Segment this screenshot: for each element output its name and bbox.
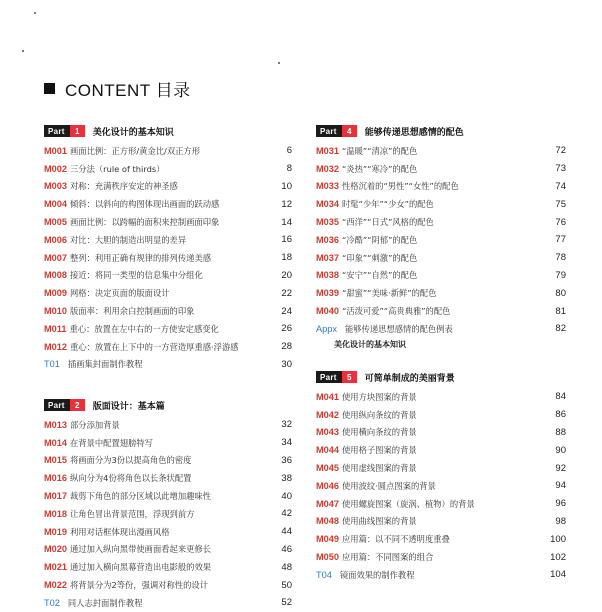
entry-page: 94 xyxy=(555,480,566,492)
entry-code: M012 xyxy=(44,341,67,352)
entry-page: 96 xyxy=(555,498,566,510)
entry-page: 76 xyxy=(555,216,566,228)
part-title: 美化设计的基本知识 xyxy=(92,127,174,138)
toc-entry[interactable] xyxy=(316,406,566,424)
entry-title: 能够传递思想感情的配色例表 xyxy=(344,323,453,334)
entry-code: T04 xyxy=(316,569,332,580)
toc-part-2 xyxy=(44,399,292,612)
entry-page: 20 xyxy=(281,269,292,281)
toc-entry[interactable] xyxy=(44,558,292,576)
part-header xyxy=(44,399,292,411)
entry-title: “西洋”“日式”风格的配色 xyxy=(341,217,434,228)
entry-title: 使用横向条纹的背景 xyxy=(341,427,417,438)
page-title-text: CONTENT 目录 xyxy=(65,81,191,100)
entry-page: 22 xyxy=(281,287,292,299)
entry-page: 26 xyxy=(281,323,292,335)
entry-title: “安宁”“自然”的配色 xyxy=(341,270,418,281)
toc-entry[interactable] xyxy=(316,249,566,267)
entry-page: 104 xyxy=(550,569,566,581)
toc-entry[interactable] xyxy=(44,452,292,470)
entry-code: M018 xyxy=(44,508,67,519)
entry-title: 应用篇：以不同不透明度重叠 xyxy=(341,534,450,545)
entry-code: M002 xyxy=(44,163,67,174)
toc-entry[interactable] xyxy=(44,302,292,320)
entry-page: 52 xyxy=(281,597,292,609)
part-title: 能够传递思想感情的配色 xyxy=(364,127,464,138)
toc-entry[interactable] xyxy=(316,213,566,231)
entry-title: 网格：决定页面的版面设计 xyxy=(69,288,170,299)
entry-page: 74 xyxy=(555,180,566,192)
part-label: Part xyxy=(48,400,65,410)
part-badge xyxy=(44,399,85,411)
entry-page: 81 xyxy=(555,305,566,317)
entry-code: M006 xyxy=(44,234,67,245)
toc-entry[interactable] xyxy=(44,523,292,541)
entry-page: 84 xyxy=(555,391,566,403)
toc-entry[interactable] xyxy=(316,530,566,548)
toc-entry[interactable] xyxy=(316,566,566,584)
part-title: 可简单制成的美丽背景 xyxy=(364,373,455,384)
title-square-icon xyxy=(44,83,55,94)
entry-page: 73 xyxy=(555,163,566,175)
toc-entry[interactable] xyxy=(44,213,292,231)
entry-page: 86 xyxy=(555,409,566,421)
toc-entry[interactable] xyxy=(44,416,292,434)
toc-entry[interactable] xyxy=(316,267,566,285)
toc-entry[interactable] xyxy=(44,178,292,196)
part-header xyxy=(316,371,566,383)
entry-title: 画面比例：正方形/黄金比/双正方形 xyxy=(69,145,201,156)
entry-code: M031 xyxy=(316,145,339,156)
entry-page: 90 xyxy=(555,444,566,456)
toc-entry[interactable] xyxy=(316,284,566,302)
entry-code: M008 xyxy=(44,270,67,281)
entry-code: M011 xyxy=(44,323,67,334)
entry-page: 79 xyxy=(555,269,566,281)
entry-title: 重心：放置在上下中的一方营造厚重感·浮游感 xyxy=(69,341,239,352)
entry-code: M043 xyxy=(316,427,339,438)
part-number: 2 xyxy=(70,399,85,411)
entry-code: M019 xyxy=(44,526,67,537)
toc-entry[interactable] xyxy=(316,142,566,160)
entry-page: 24 xyxy=(281,305,292,317)
toc-part-5 xyxy=(316,371,566,584)
toc-entry[interactable] xyxy=(44,541,292,559)
entry-code: M037 xyxy=(316,252,339,263)
toc-entry[interactable] xyxy=(44,231,292,249)
entry-title: 三分法（rule of thirds） xyxy=(69,163,165,174)
entry-page: 80 xyxy=(555,287,566,299)
entry-code: M009 xyxy=(44,288,67,299)
entry-code: M036 xyxy=(316,234,339,245)
toc-entry[interactable] xyxy=(44,469,292,487)
entry-title: “炎热”“寒冷”的配色 xyxy=(341,163,418,174)
entry-title: 使用格子图案的背景 xyxy=(341,445,417,456)
toc-entry[interactable] xyxy=(316,459,566,477)
entry-code: M010 xyxy=(44,306,67,317)
part-number: 5 xyxy=(342,371,357,383)
entry-code: M048 xyxy=(316,516,339,527)
entry-title: “甜蜜”“美味·新鲜”的配色 xyxy=(341,288,437,299)
entry-title: “活泼可爱”“高贵典雅”的配色 xyxy=(341,306,451,317)
entry-code: M044 xyxy=(316,445,339,456)
entry-code: M047 xyxy=(316,498,339,509)
entry-page: 42 xyxy=(281,508,292,520)
entry-page: 18 xyxy=(281,252,292,264)
toc-entry[interactable] xyxy=(316,424,566,442)
entry-page: 92 xyxy=(555,462,566,474)
part-header xyxy=(316,125,566,137)
entry-title: 应用篇：不同图案的组合 xyxy=(341,552,434,563)
toc-entry[interactable] xyxy=(316,495,566,513)
entry-page: 75 xyxy=(555,198,566,210)
entry-title: 使用曲线图案的背景 xyxy=(341,516,417,527)
entry-code: Appx xyxy=(316,323,337,334)
toc-entry[interactable] xyxy=(44,320,292,338)
entry-page: 36 xyxy=(281,454,292,466)
entry-code: M049 xyxy=(316,534,339,545)
entry-title: “冷酷”“阴郁”的配色 xyxy=(341,234,418,245)
part-label: Part xyxy=(48,126,65,136)
part-header xyxy=(44,125,292,137)
toc-entry[interactable] xyxy=(44,267,292,285)
toc-entry[interactable] xyxy=(44,338,292,356)
entry-code: M038 xyxy=(316,270,339,281)
entry-page: 12 xyxy=(281,198,292,210)
entry-page: 88 xyxy=(555,426,566,438)
toc-entry[interactable] xyxy=(44,195,292,213)
entry-title: 接近：将同一类型的信息集中分组化 xyxy=(69,270,203,281)
toc-entry[interactable] xyxy=(316,195,566,213)
entry-title: 让角色冒出背景范围，浮现到前方 xyxy=(69,508,195,519)
entry-code: T01 xyxy=(44,359,60,370)
toc-entry[interactable] xyxy=(44,434,292,452)
part-label: Part xyxy=(320,372,337,382)
entry-page: 50 xyxy=(281,579,292,591)
entry-page: 32 xyxy=(281,419,292,431)
entry-page: 78 xyxy=(555,252,566,264)
entry-page: 30 xyxy=(281,358,292,370)
toc-entry[interactable] xyxy=(44,505,292,523)
entry-page: 14 xyxy=(281,216,292,228)
toc-entry[interactable] xyxy=(316,178,566,196)
entry-code: M032 xyxy=(316,163,339,174)
toc-entry[interactable] xyxy=(316,388,566,406)
toc-entry[interactable] xyxy=(316,548,566,566)
entry-page: 48 xyxy=(281,561,292,573)
entry-title: 通过加入纵向黑带使画面看起来更修长 xyxy=(69,544,212,555)
entry-title: 同人志封面制作教程 xyxy=(67,597,143,608)
entry-code: M015 xyxy=(44,455,67,466)
entry-title: 倾斜：以斜向的构图体现出画面的跃动感 xyxy=(69,199,220,210)
entry-title: 性格沉着的“男性”“女性”的配色 xyxy=(341,181,459,192)
entry-code: M005 xyxy=(44,217,67,228)
entry-title: 插画集封面制作教程 xyxy=(67,359,143,370)
entry-title: 通过加入横向黑幕营造出电影般的效果 xyxy=(69,562,212,573)
entry-code: M007 xyxy=(44,252,67,263)
toc-entry[interactable] xyxy=(316,160,566,178)
entry-page: 34 xyxy=(281,437,292,449)
entry-page: 10 xyxy=(281,180,292,192)
entry-title: 在背景中配置翅膀特写 xyxy=(69,437,153,448)
toc-entry[interactable] xyxy=(44,356,292,374)
toc-entry[interactable] xyxy=(316,231,566,249)
toc-entry[interactable] xyxy=(44,249,292,267)
page-title xyxy=(44,76,191,101)
toc-part-1 xyxy=(44,125,292,373)
entry-code: M003 xyxy=(44,181,67,192)
entry-code: T02 xyxy=(44,597,60,608)
part-badge xyxy=(44,125,85,137)
entry-page: 16 xyxy=(281,234,292,246)
toc-entry[interactable] xyxy=(316,477,566,495)
part-badge xyxy=(316,125,357,137)
part-title: 版面设计：基本篇 xyxy=(92,401,165,412)
part-label: Part xyxy=(320,126,337,136)
entry-code: M040 xyxy=(316,306,339,317)
entry-code: M001 xyxy=(44,145,67,156)
entry-title: 重心：放置在左中右的一方使安定感变化 xyxy=(69,323,219,334)
entry-title: 使用虚线图案的背景 xyxy=(341,463,417,474)
entry-page: 28 xyxy=(281,341,292,353)
part-sub-title: 美化设计的基本知识 xyxy=(334,340,406,350)
entry-page: 100 xyxy=(550,533,566,545)
entry-title: 版面率：利用余白控制画面的印象 xyxy=(69,306,195,317)
entry-page: 72 xyxy=(555,145,566,157)
toc-part-4 xyxy=(316,125,566,352)
toc-entry[interactable] xyxy=(44,594,292,612)
entry-code: M016 xyxy=(44,473,67,484)
toc-entry[interactable] xyxy=(44,576,292,594)
entry-code: M020 xyxy=(44,544,67,555)
toc-entry[interactable] xyxy=(316,441,566,459)
entry-title: 整列：利用正确有规律的排列传递美感 xyxy=(69,252,212,263)
entry-page: 77 xyxy=(555,234,566,246)
entry-code: M021 xyxy=(44,562,67,573)
entry-title: 画面比例：以跨幅的面积来控制画面印象 xyxy=(69,217,220,228)
entry-title: 使用波纹·圆点图案的背景 xyxy=(341,480,436,491)
toc-entry[interactable] xyxy=(316,320,566,338)
entry-title: 利用对话框体现出漫画风格 xyxy=(69,526,170,537)
toc-entry[interactable] xyxy=(44,142,292,160)
entry-code: M014 xyxy=(44,437,67,448)
entry-code: M039 xyxy=(316,288,339,299)
entry-code: M033 xyxy=(316,181,339,192)
entry-code: M013 xyxy=(44,419,67,430)
entry-title: 时髦“少年”“少女”的配色 xyxy=(341,199,434,210)
entry-title: 纵向分为4份将角色以长条状配置 xyxy=(69,473,192,484)
entry-title: 镜面效果的制作教程 xyxy=(339,569,415,580)
entry-page: 102 xyxy=(550,551,566,563)
toc-entry[interactable] xyxy=(316,513,566,531)
entry-page: 82 xyxy=(555,323,566,335)
entry-code: M034 xyxy=(316,199,339,210)
entry-title: 使用方块图案的背景 xyxy=(341,391,417,402)
part-number: 1 xyxy=(70,125,85,137)
entry-page: 44 xyxy=(281,526,292,538)
entry-page: 40 xyxy=(281,490,292,502)
toc-entry[interactable] xyxy=(44,487,292,505)
entry-title: 对比：大胆的制造出明显的差异 xyxy=(69,234,187,245)
entry-page: 38 xyxy=(281,472,292,484)
entry-code: M050 xyxy=(316,552,339,563)
entry-title: 将画面分为3份以提高角色的密度 xyxy=(69,455,192,466)
entry-code: M017 xyxy=(44,491,67,502)
entry-code: M004 xyxy=(44,199,67,210)
entry-page: 98 xyxy=(555,515,566,527)
entry-title: 部分添加背景 xyxy=(69,419,120,430)
part-number: 4 xyxy=(342,125,357,137)
entry-title: 将背景分为2等份，强调对称性的设计 xyxy=(69,580,209,591)
entry-code: M041 xyxy=(316,391,339,402)
entry-code: M046 xyxy=(316,480,339,491)
entry-title: 使用螺旋图案（旋涡、植物）的背景 xyxy=(341,498,475,509)
entry-page: 46 xyxy=(281,543,292,555)
entry-code: M042 xyxy=(316,409,339,420)
entry-title: 裁剪下角色的部分区域以此增加趣味性 xyxy=(69,491,212,502)
entry-code: M022 xyxy=(44,580,67,591)
toc-entry[interactable] xyxy=(44,284,292,302)
entry-page: 6 xyxy=(286,145,292,157)
toc-entry[interactable] xyxy=(44,160,292,178)
entry-title: “温暖”“清凉”的配色 xyxy=(341,145,418,156)
entry-code: M045 xyxy=(316,463,339,474)
entry-page: 8 xyxy=(286,163,292,175)
entry-title: “印象”“刺激”的配色 xyxy=(341,252,418,263)
entry-title: 对称：充满秩序安定的神圣感 xyxy=(69,181,178,192)
part-badge xyxy=(316,371,357,383)
entry-code: M035 xyxy=(316,217,339,228)
toc-entry[interactable] xyxy=(316,302,566,320)
entry-title: 使用纵向条纹的背景 xyxy=(341,409,417,420)
